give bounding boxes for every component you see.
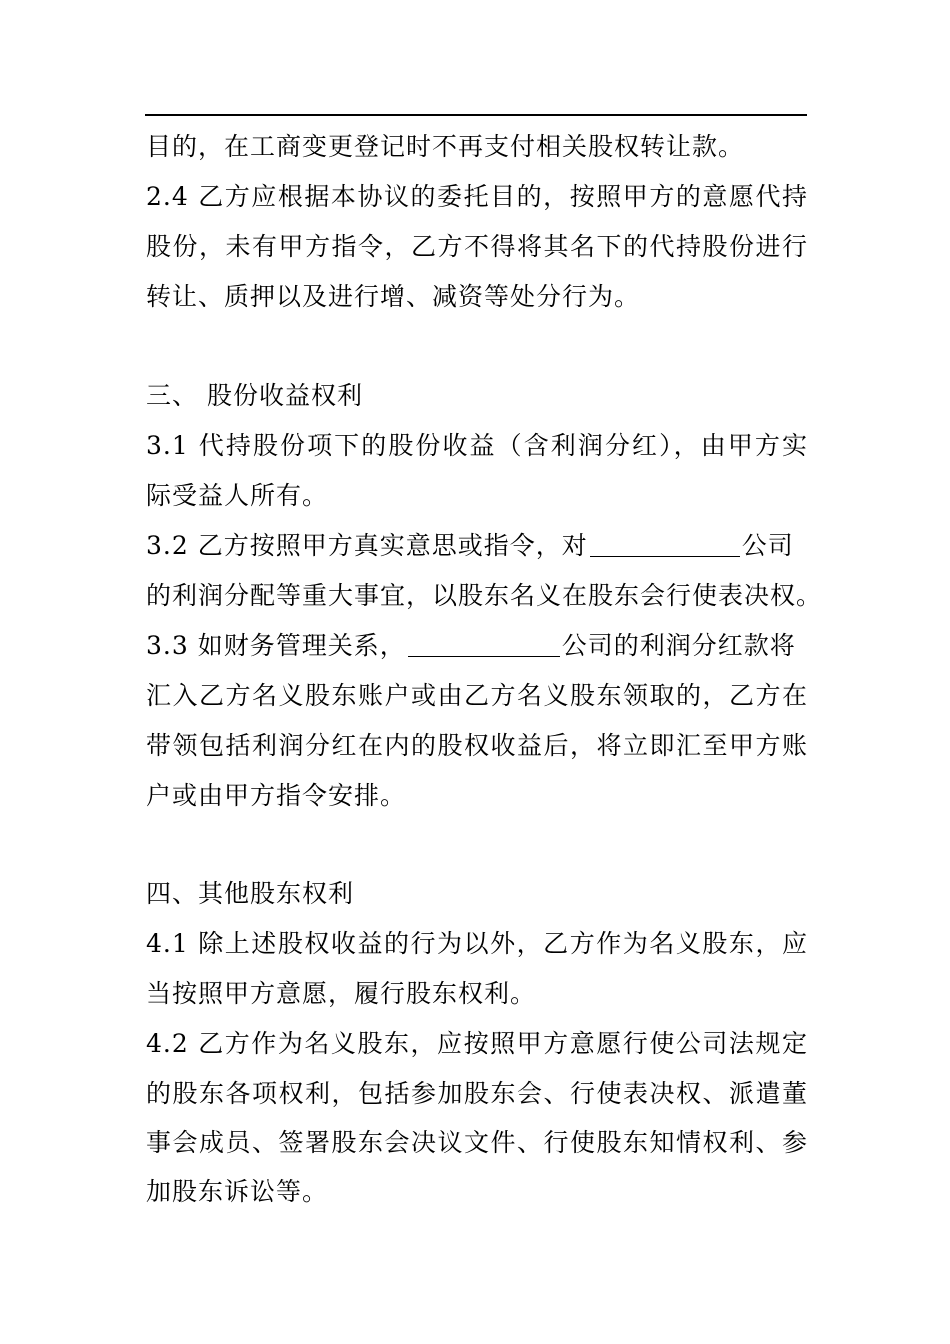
text-line: 汇入乙方名义股东账户或由乙方名义股东领取的，乙方在: [146, 681, 808, 710]
clause-3-2-text-tail: 公司: [741, 531, 794, 560]
clause-2-4-line: 2.4 乙方应根据本协议的委托目的，按照甲方的意愿代持: [146, 182, 808, 211]
company-name-blank[interactable]: [590, 530, 740, 557]
text-line: 转让、质押以及进行增、减资等处分行为。: [146, 282, 641, 311]
section-heading-3: 三、 股份收益权利: [146, 381, 363, 410]
text-line: 的利润分配等重大事宜，以股东名义在股东会行使表决权。: [146, 581, 823, 610]
text-line: 当按照甲方意愿，履行股东权利。: [146, 979, 537, 1008]
clause-4-1-line: 4.1 除上述股权收益的行为以外，乙方作为名义股东，应: [146, 929, 808, 958]
text-line: 的股东各项权利，包括参加股东会、行使表决权、派遣董: [146, 1079, 808, 1108]
clause-4-2-line: 4.2 乙方作为名义股东，应按照甲方意愿行使公司法规定: [146, 1029, 808, 1058]
company-name-blank[interactable]: [408, 630, 560, 657]
text-line: 事会成员、签署股东会决议文件、行使股东知情权利、参: [146, 1128, 808, 1157]
clause-3-2-line: [146, 521, 808, 571]
text-line: 加股东诉讼等。: [146, 1177, 329, 1206]
text-line: 股份，未有甲方指令，乙方不得将其名下的代持股份进行: [146, 232, 808, 261]
clause-3-2-text: 3.2 乙方按照甲方真实意思或指令，对: [146, 531, 588, 560]
text-line: 目的，在工商变更登记时不再支付相关股权转让款。: [146, 132, 745, 161]
clause-3-3-text: 3.3 如财务管理关系，: [146, 631, 406, 660]
clause-3-3-text-tail: 公司的利润分红款将: [561, 631, 796, 660]
text-line: 户或由甲方指令安排。: [146, 781, 407, 810]
clause-3-3-line: [146, 621, 808, 671]
text-line: 际受益人所有。: [146, 481, 329, 510]
section-heading-4: 四、其他股东权利: [146, 879, 355, 908]
header-rule: [145, 114, 807, 116]
clause-3-1-line: 3.1 代持股份项下的股份收益（含利润分红），由甲方实: [146, 431, 808, 460]
text-line: 带领包括利润分红在内的股权收益后，将立即汇至甲方账: [146, 731, 808, 760]
